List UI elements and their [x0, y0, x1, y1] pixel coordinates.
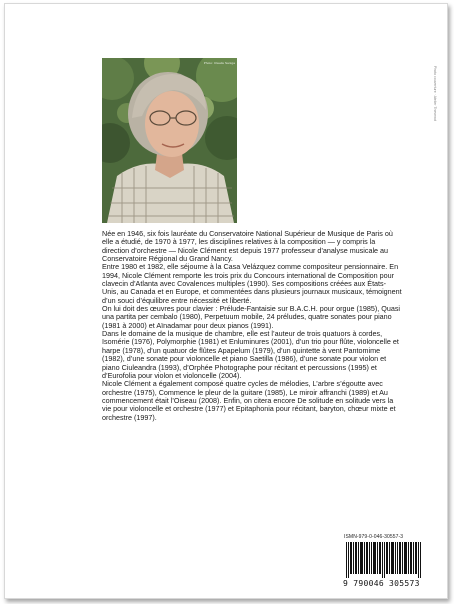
bio-paragraph-1	[102, 230, 402, 263]
bio-text: On lui doit des œuvres pour clavier : Prélude-Fantaisie sur B.A.C.H. pour orgue (1985), Quasi una partita per cembalo (1980), Perpetuum mobile, 24 préludes, quatre sonates pour piano (1981 à 2000) et Aïnadamar pour deux pianos (1991).	[102, 304, 401, 330]
barcode-number: 9 790046 305573	[343, 579, 420, 588]
side-credit-text: Photo couverture · Atelier Thevenot	[433, 66, 437, 121]
bio-paragraph-4	[102, 330, 402, 380]
bio-text: Nicole Clément a également composé quatre cycles de mélodies, L’arbre s’égoutte avec orchestre (1975), Commence le pleur de la guitare (1985), Le miroir affranchi (1989) et Au commencement était l’Oiseau (2008). Enfin, on citera encore De solitude en solitude vers la vie pour violoncelle et orchestre (1977) et Epitaphonia pour récitant, baryton, chœur mixte et orchestre (1997).	[102, 379, 396, 422]
portrait-illustration	[102, 58, 237, 223]
bio-text: Née en 1946, six fois lauréate du Conservatoire National Supérieur de Musique de Paris où elle a étudié, de 1970 à 1977, les disciplines relatives à la composition — y compris la direction d’orchestre — Nicole Clément est depuis 1977 professeur d’analyse musicale au Conservatoire Régional du Grand Nancy.	[102, 229, 393, 264]
ismn-label: ISMN-979-0-046-30557-3	[344, 534, 404, 540]
composer-portrait-photo	[102, 58, 237, 223]
barcode-icon	[346, 542, 422, 578]
bio-text: Entre 1980 et 1982, elle séjourne à la Casa Velázquez comme compositeur pensionnaire. En 1994, Nicole Clément remporte les trois prix du Concours international de Composition pour clavecin d’Atlanta avec Covalences multiples (1990). Ses compositions créées aux États-Unis, au Canada et en Europe, et commentées dans plusieurs journaux musicaux, témoignent d’un souci d’équilibre entre nécessité et liberté.	[102, 262, 402, 305]
biography-text	[102, 230, 402, 422]
bio-paragraph-3	[102, 305, 402, 330]
bio-text: Dans le domaine de la musique de chambre, elle est l’auteur de trois quatuors à cordes, Isomérie (1976), Polymorphie (1981) et Enluminures (2001), d’un trio pour flûte, violoncelle et harpe (1978), d’un quatuor de flûtes Apapelum (1979), d’un quintette à vent Pantomime (1982), d’une sonate pour violoncelle et piano Saetilla (1986), d’une sonate pour violon et piano Ciuleandra (1993), d’Orphée Photographe pour récitant et percussions (1995) et d’Eurofolia pour violon et violoncelle (2004).	[102, 329, 399, 380]
back-cover-page	[4, 3, 448, 599]
bio-paragraph-5	[102, 380, 402, 422]
bio-paragraph-2	[102, 263, 402, 305]
barcode-block	[341, 532, 425, 592]
photo-credit: Photo: Claude Saniga	[203, 61, 235, 65]
